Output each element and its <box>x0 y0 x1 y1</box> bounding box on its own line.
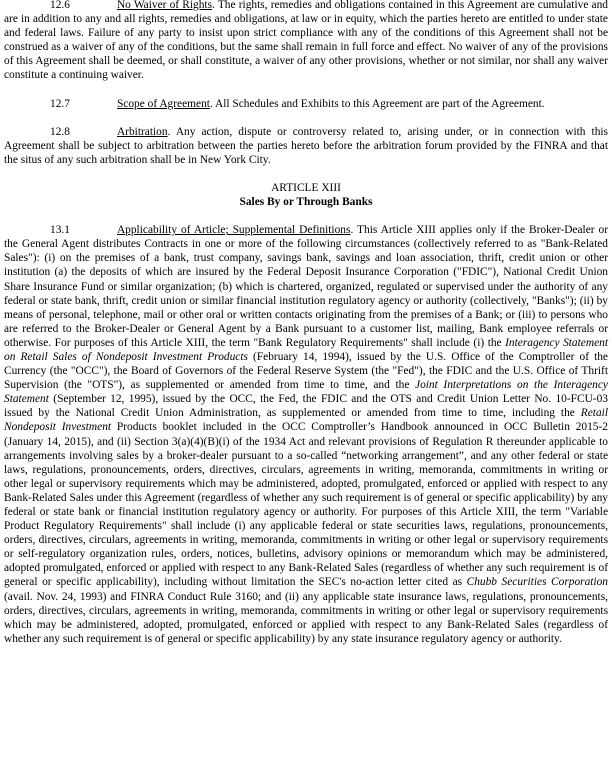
section-heading: Scope of Agreement <box>116 97 210 110</box>
section-text: . This Article XIII applies only if the Broker-Dealer or the General Agent distributes Contracts in one or more of the following circumstances (collectively referred to as "Bank-Related Sales"): (i) on the premises of a bank, trust company, savings bank, savings and loan association, thrift, credit union or other institution (a) the deposits of which are insured by the Federal Deposit Insurance Corporation ("FDIC"), National Credit Union Share Insurance Fund or similar organization; (b) which is chartered, organized, regulated or supervised under the authority of any federal or state bank, thrift, credit union or similar financial institution regulatory agency or authority (collectively, "Banks"); (ii) by means of personal, telephone, mail or other oral or written contacts originating from the premises of a Bank; or (iii) to persons who are referred to the Broker-Dealer or General Agent by a Bank pursuant to a customer list, mailing, Bank employee referrals or otherwise. For purposes of this Article XIII, the term "Bank Regulatory Requirements" shall include (i) the <box>4 224 608 349</box>
section-12-6 <box>4 0 608 83</box>
section-text: . All Schedules and Exhibits to this Agreement are part of the Agreement. <box>209 97 545 110</box>
section-text: (September 12, 1995), issued by the OCC, the Fed, the FDIC and the OTS and Credit Union Letter No. 10-FCU-03 issued by the National Credit Union Administration, as supplemented or amended from time to time, including the <box>4 393 608 420</box>
section-number: 12.6 <box>50 0 70 11</box>
section-12-8 <box>4 125 608 167</box>
section-13-1 <box>4 223 608 646</box>
section-text: Products booklet included in the OCC Comptroller’s Handbook announced in OCC Bulletin 2015-2 (January 14, 2015), and (ii) Section 3(a)(4)(B)(i) of the 1934 Act and relevant provisions of Regulation R thereunder applicable to arrangements involving sales by a broker-dealer pursuant to a so-called “networking arrangement”, and any other federal or state laws, regulations, pronouncements, orders, directives, circulars, agreements in writing, memoranda, commitments in writing or other legal or supervisory requirements which may be administered, adopted, promulgated, enforced or applied with respect to any Bank-Related Sales under this Agreement (regardless of whether any such requirement is of general or specific applicability) by any federal or state bank or financial institution regulatory agency or authority. For purposes of this Article XIII, the term "Variable Product Regulatory Requirements" shall include (i) any applicable federal or state securities laws, regulations, pronouncements, orders, directives, circulars, agreements in writing, memoranda, commitments in writing or other legal or supervisory requirements or self-regulatory organization rules, orders, notices, bulletins, advisory opinions or memorandum which may be administered, adopted promulgated, enforced or applied with respect to any Bank-Related Sales (regardless of whether any such requirement is of general or specific applicability), including without limitation the SEC's no-action letter cited as <box>4 421 608 589</box>
section-12-7 <box>4 97 608 111</box>
section-text: . Any action, dispute or controversy related to, arising under, or in connection with this Agreement shall be subject to arbitration between the parties hereto before the arbitration forum provided by the FINRA and that the situs of any such arbitration shall be in New York City. <box>4 125 608 166</box>
section-heading: No Waiver of Rights <box>116 0 213 11</box>
article-subtitle: Sales By or Through Banks <box>239 196 373 209</box>
section-heading: Arbitration <box>116 125 168 138</box>
section-text: (avail. Nov. 24, 1993) and FINRA Conduct Rule 3160; and (ii) any applicable state insurance laws, regulations, pronouncements, orders, directives, circulars, agreements in writing, memoranda, commitments in writing or other legal or supervisory requirements which may be administered, adopted, promulgated, enforced or applied with respect to any Bank-Related Sales (regardless of whether any such requirement is of general or specific applicability) by any state insurance regulatory agency or authority. <box>4 590 608 645</box>
section-heading: Applicability of Article; Supplemental Definitions <box>116 224 351 237</box>
article-title: ARTICLE XIII <box>271 181 341 194</box>
cited-title: Retail Nondeposit Investment <box>4 407 608 434</box>
section-number: 12.8 <box>50 125 70 138</box>
cited-title: Interagency Statement on Retail Sales of Nondeposit Investment Products <box>4 336 608 363</box>
section-text: . The rights, remedies and obligations contained in this Agreement are cumulative and are in addition to any and all rights, remedies and obligations, at law or in equity, which the parties hereto are entitled to under state and federal laws. Failure of any party to insist upon strict compliance with any of the conditions of this Agreement shall not be construed as a waiver of any of the conditions, but the same shall remain in full force and effect. No waiver of any of the provisions of this Agreement shall be deemed, or shall constitute, a waiver of any other provisions, whether or not similar, nor shall any waiver constitute a continuing waiver. <box>4 0 608 82</box>
section-text: (February 14, 1994), issued by the U.S. Office of the Comptroller of the Currency (the "OCC"), the Board of Governors of the Federal Reserve System (the "Fed"), the FDIC and the U.S. Office of Thrift Supervision (the "OTS"), as supplemented or amended from time to time, and the <box>4 350 608 392</box>
section-number: 12.7 <box>50 97 70 110</box>
cited-title: Chubb Securities Corporation <box>466 576 608 589</box>
cited-title: Joint Interpretations on the Interagency Statement <box>4 379 608 406</box>
section-number: 13.1 <box>50 224 70 237</box>
